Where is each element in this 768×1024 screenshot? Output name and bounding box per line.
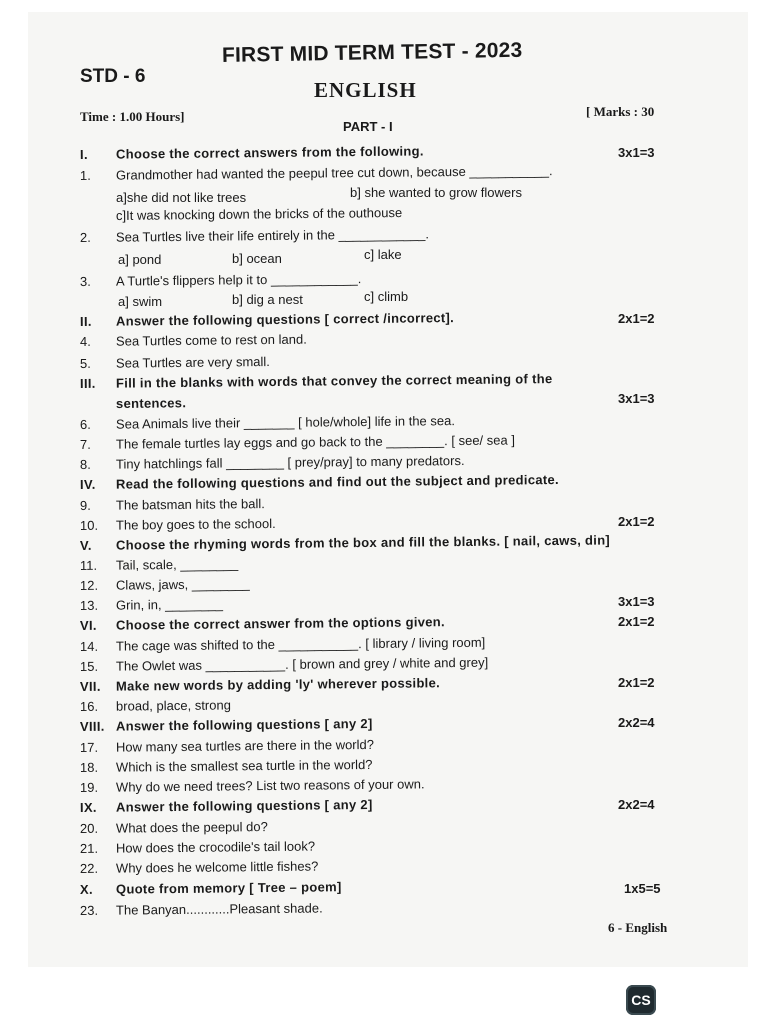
question-item: 21. How does the crocodile's tail look? — [79, 838, 316, 856]
question-item: 14. The cage was shifted to the ___________. [ library / living room] — [79, 634, 486, 654]
section-marks: 2x1=2 — [618, 614, 655, 629]
question-item: 12. Claws, jaws, ________ — [79, 576, 250, 593]
section-heading: X. Quote from memory [ Tree – poem] — [79, 879, 342, 897]
question-item: 1. Grandmother had wanted the peepul tree cut down, because ___________. — [79, 163, 553, 183]
question-item: 22. Why does he welcome little fishes? — [79, 858, 319, 876]
section-heading: IX. Answer the following questions [ any 2] — [79, 796, 373, 815]
part-label: PART - I — [343, 119, 393, 134]
section-heading: IV. Read the following questions and find out the subject and predicate. — [79, 471, 559, 492]
question-item: 6. Sea Animals live their _______ [ hole/whole] life in the sea. — [79, 413, 455, 432]
section-marks: 3x1=3 — [618, 594, 655, 609]
option-a: a] swim — [118, 294, 163, 309]
std-label: STD - 6 — [80, 66, 146, 87]
section-marks: 1x5=5 — [624, 881, 661, 896]
question-item: 3. A Turtle's flippers help it to ____________. — [79, 271, 362, 289]
question-item: 23. The Banyan............Pleasant shade. — [79, 900, 323, 918]
time-label: Time : 1.00 Hours] — [80, 109, 185, 124]
question-item: 15. The Owlet was ___________. [ brown and grey / white and grey] — [79, 654, 489, 674]
marks-label: [ Marks : 30 — [586, 104, 655, 119]
question-item: 11. Tail, scale, ________ — [79, 556, 239, 573]
option-a: a] pond — [118, 252, 162, 267]
question-item: 9. The batsman hits the ball. — [79, 496, 265, 513]
option-a: a]she did not like trees — [116, 190, 247, 205]
section-marks: 2x1=2 — [618, 311, 655, 326]
question-item: 10. The boy goes to the school. — [79, 515, 276, 533]
section-heading: V. Choose the rhyming words from the box and fill the blanks. [ nail, caws, din] — [79, 532, 611, 553]
question-item: 18. Which is the smallest sea turtle in the world? — [79, 756, 373, 775]
section-heading: VI. Choose the correct answer from the options given. — [79, 614, 445, 633]
section-heading: VII. Make new words by adding 'ly' wherever possible. — [79, 675, 441, 694]
question-item: 2. Sea Turtles live their life entirely in the ____________. — [79, 226, 429, 245]
option-c: c] lake — [364, 247, 402, 262]
question-item: 5. Sea Turtles are very small. — [79, 354, 270, 371]
option-b: b] she wanted to grow flowers — [350, 185, 522, 200]
option-b: b] ocean — [232, 251, 282, 266]
section-marks: 3x1=3 — [618, 145, 655, 160]
question-item: 8. Tiny hatchlings fall ________ [ prey/pray] to many predators. — [79, 452, 465, 472]
option-c: c]It was knocking down the bricks of the outhouse — [115, 205, 403, 223]
section-heading: VIII. Answer the following questions [ any 2] — [79, 715, 373, 734]
subject-label: ENGLISH — [314, 78, 417, 102]
page-title: FIRST MID TERM TEST - 2023 — [221, 38, 523, 67]
page-label: 6 - English — [608, 920, 668, 935]
section-marks: 2x2=4 — [618, 715, 655, 730]
question-item: 19. Why do we need trees? List two reasons of your own. — [79, 776, 425, 795]
section-heading: III. Fill in the blanks with words that convey the correct meaning of the — [79, 371, 553, 391]
section-marks: 2x1=2 — [618, 514, 655, 529]
question-item: 7. The female turtles lay eggs and go back to the ________. [ see/ sea ] — [79, 432, 515, 452]
section-heading-continued: sentences. — [115, 395, 187, 411]
section-marks: 2x2=4 — [618, 797, 655, 812]
question-item: 20. What does the peepul do? — [79, 819, 268, 836]
option-b: b] dig a nest — [232, 292, 303, 307]
question-item: 17. How many sea turtles are there in the world? — [79, 736, 375, 755]
section-marks: 2x1=2 — [618, 675, 655, 690]
question-item: 4. Sea Turtles come to rest on land. — [79, 331, 307, 349]
question-item: 16. broad, place, strong — [79, 697, 231, 714]
section-heading: I. Choose the correct answers from the following. — [79, 143, 424, 162]
section-marks: 3x1=3 — [618, 391, 655, 406]
question-item: 13. Grin, in, ________ — [79, 596, 224, 613]
section-heading: II. Answer the following questions [ correct /incorrect]. — [79, 310, 455, 329]
option-c: c] climb — [364, 289, 409, 304]
camscanner-logo-icon: CS — [626, 985, 656, 1015]
